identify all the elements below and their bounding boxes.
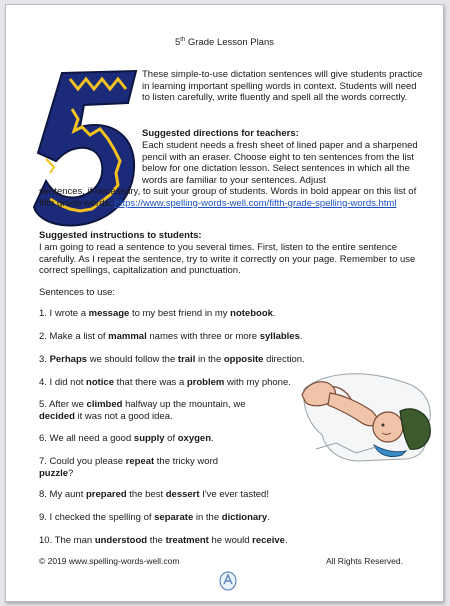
sentence-item: 5. After we climbed halfway up the mountain, we decided it was not a good idea. <box>39 399 246 422</box>
spelling-word: notebook <box>230 308 273 319</box>
spelling-word: separate <box>154 512 194 523</box>
spelling-word: notice <box>86 377 114 388</box>
sentence-item: 8. My aunt prepared the best dessert I've ever tasted! <box>39 489 269 500</box>
sentence-item: 7. Could you please repeat the tricky word puzzle? <box>39 456 219 479</box>
intro-paragraph: These simple-to-use dictation sentences will give students practice in learning important spelling words in context. Students will need to listen carefully, write fluently and spell all the words correctly. <box>142 69 423 104</box>
sentence-item: 10. The man understood the treatment he would receive. <box>39 535 288 546</box>
sentences-label: Sentences to use: <box>39 287 116 298</box>
spelling-word: trail <box>177 354 196 365</box>
spelling-word: decided <box>39 410 75 422</box>
student-instructions-heading: Suggested instructions to students: <box>39 230 202 241</box>
sentence-item: 2. Make a list of mammal names with three or more syllables. <box>39 331 303 342</box>
rights-text: All Rights Reserved. <box>326 556 404 566</box>
spelling-word: oxygen <box>177 433 211 444</box>
sentence-item: 4. I did not notice that there was a problem with my phone. <box>39 377 291 388</box>
sentence-item: 6. We all need a good supply of oxygen. <box>39 433 214 444</box>
spelling-word: treatment <box>165 535 209 546</box>
spelling-word: understood <box>94 535 148 546</box>
spelling-word: climbed <box>86 399 123 410</box>
spelling-word: supply <box>133 433 165 444</box>
sentence-item: 3. Perhaps we should follow the trail in the opposite direction. <box>39 354 305 365</box>
spelling-word: dictionary <box>221 512 268 523</box>
worksheet-page <box>5 4 444 602</box>
student-instructions-text: I am going to read a sentence to you several times. First, listen to the entire sentence carefully. As I repeat the sentence, try to write it correctly on your page. Remember to use correct spellings, capitalization and punctuation. <box>39 242 416 277</box>
spelling-word: receive <box>252 535 285 546</box>
spelling-word: dessert <box>165 489 200 500</box>
sentence-item: 9. I checked the spelling of separate in the dictionary. <box>39 512 270 523</box>
spelling-word: problem <box>186 377 225 388</box>
word-list-link[interactable]: https://www.spelling-words-well.com/fifth-grade-spelling-words.html <box>114 197 397 209</box>
sentence-item: 1. I wrote a message to my best friend in my notebook. <box>39 308 276 319</box>
site-logo-icon <box>219 571 237 591</box>
teacher-directions-text-continued: sentences, if necessary, to suit your group of students. Words in bold appear on this list of fifth grade words: https://www.spelling-words-well.com/fifth-grade-spelling-words.html <box>39 186 417 209</box>
spelling-word: syllables <box>259 331 300 342</box>
spelling-word: repeat <box>125 456 155 467</box>
teacher-directions-text: Each student needs a fresh sheet of lined paper and a sharpened pencil with an eraser. Choose eight to ten sentences from the list below for one dictation lesson. Select sentences in which all the words are familiar to your sentences. Adjust <box>142 140 418 186</box>
spelling-word: Perhaps <box>49 354 88 365</box>
spelling-word: message <box>88 308 130 319</box>
spelling-word: prepared <box>86 489 127 500</box>
spelling-word: mammal <box>108 331 147 342</box>
teacher-directions-heading: Suggested directions for teachers: <box>142 128 299 139</box>
copyright-text: © 2019 www.spelling-words-well.com <box>39 556 180 566</box>
page-title: 5th Grade Lesson Plans <box>174 37 275 49</box>
climber-clipart <box>296 365 436 465</box>
spelling-word: opposite <box>223 354 264 365</box>
spelling-word: puzzle <box>39 467 69 479</box>
